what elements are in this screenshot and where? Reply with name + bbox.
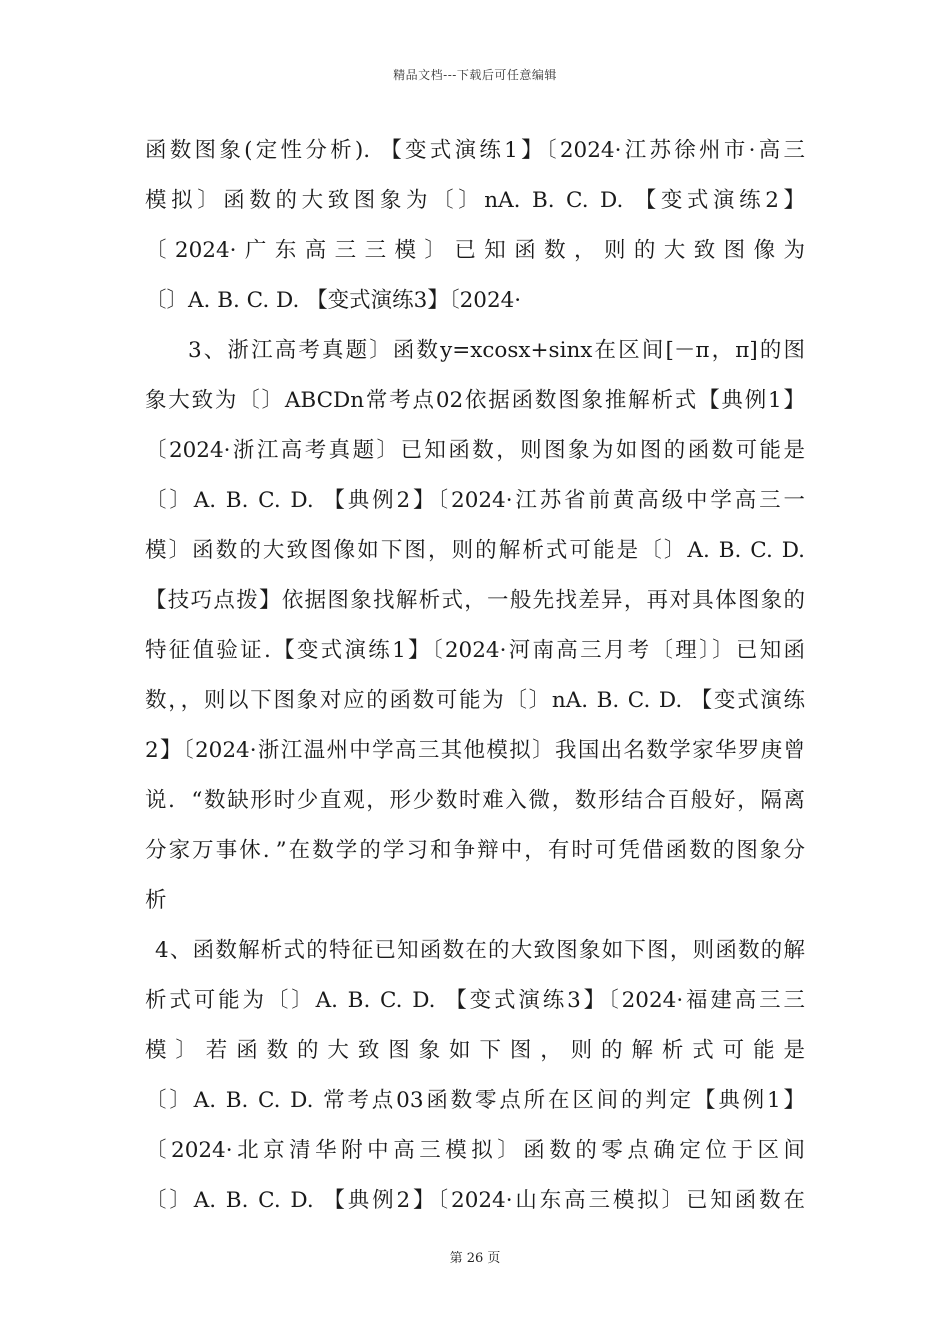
page-number: 第 26 页 xyxy=(449,1251,501,1266)
text-line: 4、函数解析式的特征已知函数在的大致图象如下图，则函数的解 xyxy=(155,938,805,963)
text-line: 【技巧点拨】依据图象找解析式，一般先找差异，再对具体图象的 xyxy=(145,588,805,613)
text-line: 〔〕A. B. C. D. 【典例2】〔2024·江苏省前黄高级中学高三一 xyxy=(145,488,805,513)
text-line: 模〕函数的大致图像如下图，则的解析式可能是〔〕A. B. C. D. xyxy=(145,538,805,563)
text-line: 分家万事休．”在数学的学习和争辩中，有时可凭借函数的图象分 xyxy=(145,838,805,863)
page-header: 精品文档---下载后可任意编辑 xyxy=(393,68,557,82)
text-line: 特征值验证.【变式演练1】〔2024·河南高三月考〔理〕〕已知函 xyxy=(145,638,805,663)
text-line: 模〕若函数的大致图象如下图，则的解析式可能是 xyxy=(145,1038,805,1063)
text-line: 模拟〕函数的大致图象为〔〕nA. B. C. D. 【变式演练2】 xyxy=(145,188,805,213)
text-line: 〔〕A. B. C. D. 【变式演练3】〔2024· xyxy=(145,288,522,313)
text-line: 析 xyxy=(145,888,167,913)
text-line: 〔2024·北京清华附中高三模拟〕函数的零点确定位于区间 xyxy=(145,1138,805,1163)
text-line: 函数图象(定性分析). 【变式演练1】〔2024·江苏徐州市·高三 xyxy=(145,138,805,163)
text-line: 数，，则以下图象对应的函数可能为〔〕nA. B. C. D. 【变式演练 xyxy=(145,688,805,713)
text-line: 3、浙江高考真题〕函数y=xcosx+sinx在区间[－π，π]的图 xyxy=(188,338,805,363)
text-line: 〔〕A. B. C. D. 【典例2】〔2024·山东高三模拟〕已知函数在 xyxy=(145,1188,805,1213)
text-line: 2】〔2024·浙江温州中学高三其他模拟〕我国出名数学家华罗庚曾 xyxy=(145,738,805,763)
text-line: 象大致为〔〕ABCDn常考点02依据函数图象推解析式【典例1】 xyxy=(145,388,805,413)
text-line: 〔〕A. B. C. D. 常考点03函数零点所在区间的判定【典例1】 xyxy=(145,1088,805,1113)
document-body xyxy=(145,126,805,1226)
text-line: 析式可能为〔〕A. B. C. D. 【变式演练3】〔2024·福建高三三 xyxy=(145,988,805,1013)
text-line: 说．“数缺形时少直观，形少数时难入微，数形结合百般好，隔离 xyxy=(145,788,805,813)
text-line: 〔2024·广东高三三模〕已知函数，则的大致图像为 xyxy=(145,238,805,263)
text-line: 〔2024·浙江高考真题〕已知函数，则图象为如图的函数可能是 xyxy=(145,438,805,463)
